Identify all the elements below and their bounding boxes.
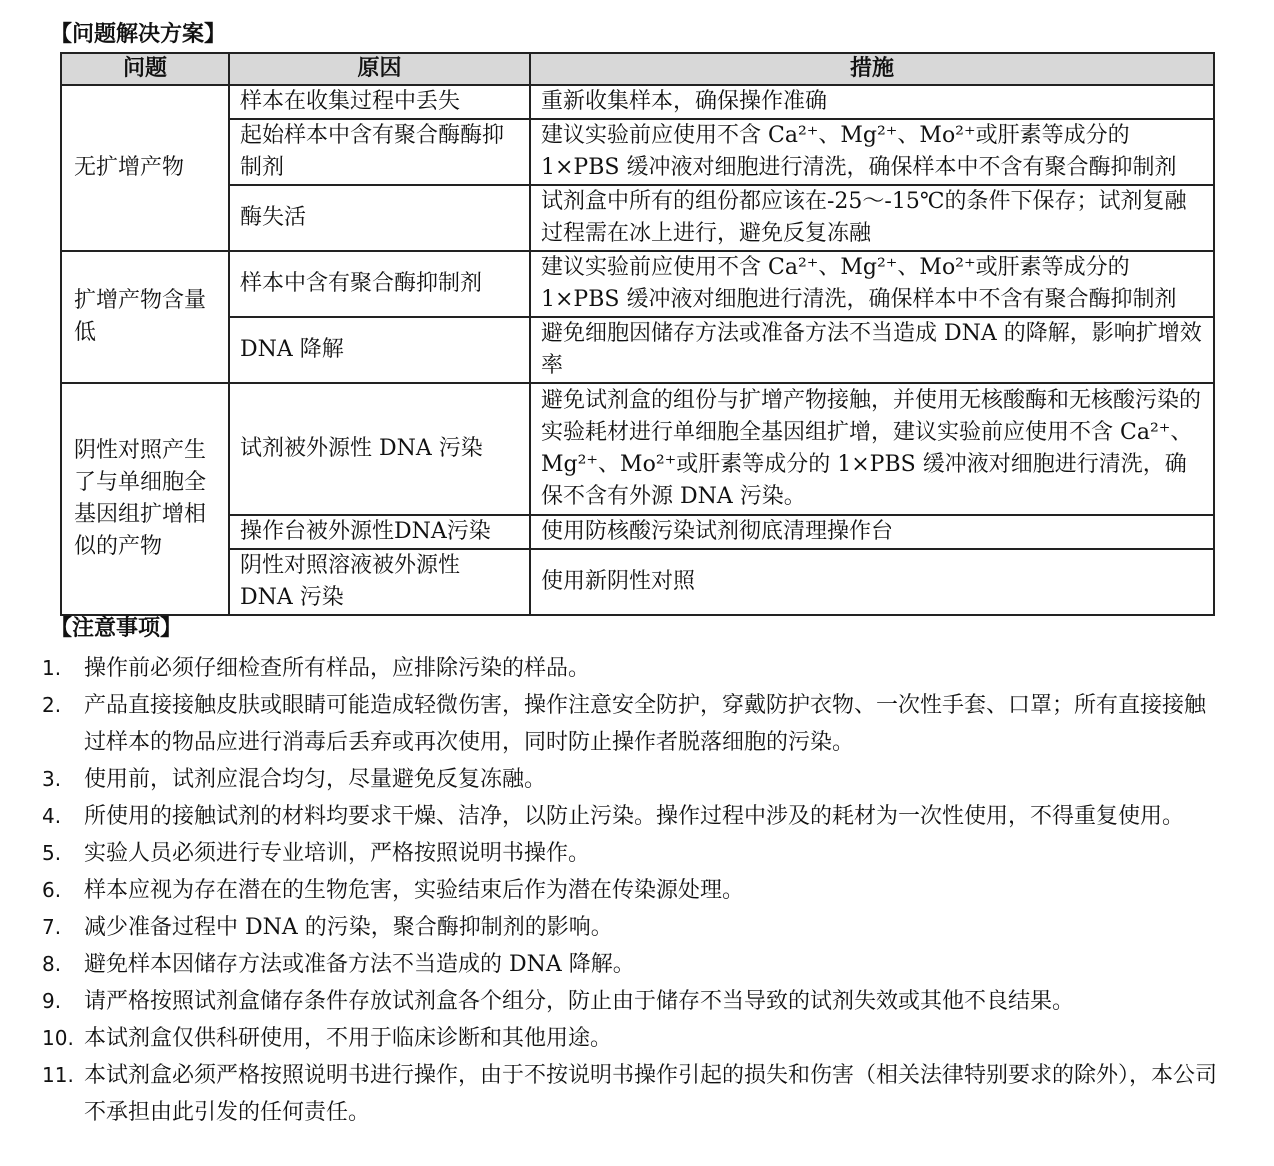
item-text: 产品直接接触皮肤或眼睛可能造成轻微伤害，操作注意安全防护，穿戴防护衣物、一次性手套、口罩；所有直接接触过样本的物品应进行消毒后丢弃或再次使用，同时防止操作者脱落细胞的污染。 [84,693,1207,755]
item-text: 所使用的接触试剂的材料均要求干燥、洁净，以防止污染。操作过程中涉及的耗材为一次性使用，不得重复使用。 [84,804,1185,829]
measure-cell: 试剂盒中所有的组份都应该在-25～-15℃的条件下保存；试剂复融过程需在冰上进行，避免反复冻融 [530,185,1214,251]
list-item [42,909,1217,946]
notes-list [42,650,1217,1131]
item-text: 减少准备过程中 DNA 的污染，聚合酶抑制剂的影响。 [84,915,613,940]
item-text: 操作前必须仔细检查所有样品，应排除污染的样品。 [84,656,591,681]
table-row [61,383,1214,515]
table-header-row [61,53,1214,85]
table-row [61,317,1214,383]
list-item [42,650,1217,687]
list-item [42,761,1217,798]
solutions-section-title: 【问题解决方案】 [50,22,227,47]
list-item [42,872,1217,909]
notes-section-title: 【注意事项】 [50,616,183,641]
measure-cell: 避免细胞因储存方法或准备方法不当造成 DNA 的降解，影响扩增效率 [530,317,1214,383]
header-problem: 问题 [61,53,229,85]
item-text: 实验人员必须进行专业培训，严格按照说明书操作。 [84,841,591,866]
cause-cell: DNA 降解 [229,317,530,383]
measure-cell: 使用新阴性对照 [530,549,1214,615]
item-number: 7. [42,915,62,939]
cause-cell: 阴性对照溶液被外源性 DNA 污染 [229,549,530,615]
problem-cell: 阴性对照产生了与单细胞全基因组扩增相似的产物 [61,383,229,615]
item-number: 4. [42,804,62,828]
cause-cell: 试剂被外源性 DNA 污染 [229,383,530,515]
measure-cell: 使用防核酸污染试剂彻底清理操作台 [530,515,1214,549]
item-text: 避免样本因储存方法或准备方法不当造成的 DNA 降解。 [84,952,635,977]
item-number: 11. [42,1063,74,1087]
item-number: 2. [42,693,62,717]
problem-cell: 无扩增产物 [61,85,229,251]
list-item [42,835,1217,872]
list-item [42,946,1217,983]
item-number: 9. [42,989,62,1013]
item-number: 8. [42,952,62,976]
table-row [61,549,1214,615]
item-text: 本试剂盒仅供科研使用，不用于临床诊断和其他用途。 [84,1026,613,1051]
cause-cell: 起始样本中含有聚合酶酶抑制剂 [229,119,530,185]
item-text: 本试剂盒必须严格按照说明书进行操作，由于不按说明书操作引起的损失和伤害（相关法律特别要求的除外），本公司不承担由此引发的任何责任。 [84,1063,1218,1125]
header-cause: 原因 [229,53,530,85]
item-number: 3. [42,767,62,791]
item-number: 6. [42,878,62,902]
cause-cell: 样本在收集过程中丢失 [229,85,530,119]
measure-cell: 建议实验前应使用不含 Ca²⁺、Mg²⁺、Mo²⁺或肝素等成分的 1×PBS 缓冲液对细胞进行清洗，确保样本中不含有聚合酶抑制剂 [530,251,1214,317]
item-text: 请严格按照试剂盒储存条件存放试剂盒各个组分，防止由于储存不当导致的试剂失效或其他不良结果。 [84,989,1075,1014]
table-row [61,119,1214,185]
solutions-table [60,52,1215,616]
table-row [61,251,1214,317]
measure-cell: 建议实验前应使用不含 Ca²⁺、Mg²⁺、Mo²⁺或肝素等成分的 1×PBS 缓冲液对细胞进行清洗，确保样本中不含有聚合酶抑制剂 [530,119,1214,185]
table-row [61,85,1214,119]
list-item [42,687,1217,761]
table-row [61,515,1214,549]
list-item [42,798,1217,835]
item-number: 10. [42,1026,74,1050]
cause-cell: 样本中含有聚合酶抑制剂 [229,251,530,317]
cause-cell: 操作台被外源性DNA污染 [229,515,530,549]
item-number: 5. [42,841,62,865]
item-text: 样本应视为存在潜在的生物危害，实验结束后作为潜在传染源处理。 [84,878,745,903]
measure-cell: 避免试剂盒的组份与扩增产物接触，并使用无核酸酶和无核酸污染的实验耗材进行单细胞全基因组扩增，建议实验前应使用不含 Ca²⁺、Mg²⁺、Mo²⁺或肝素等成分的 1×PBS 缓冲液对细胞进行清洗，确保不含有外源 DNA 污染。 [530,383,1214,515]
table-row [61,185,1214,251]
item-text: 使用前，试剂应混合均匀，尽量避免反复冻融。 [84,767,547,792]
item-number: 1. [42,656,62,680]
cause-cell: 酶失活 [229,185,530,251]
problem-cell: 扩增产物含量低 [61,251,229,383]
list-item [42,983,1217,1020]
measure-cell: 重新收集样本，确保操作准确 [530,85,1214,119]
list-item [42,1057,1217,1131]
header-measure: 措施 [530,53,1214,85]
list-item [42,1020,1217,1057]
